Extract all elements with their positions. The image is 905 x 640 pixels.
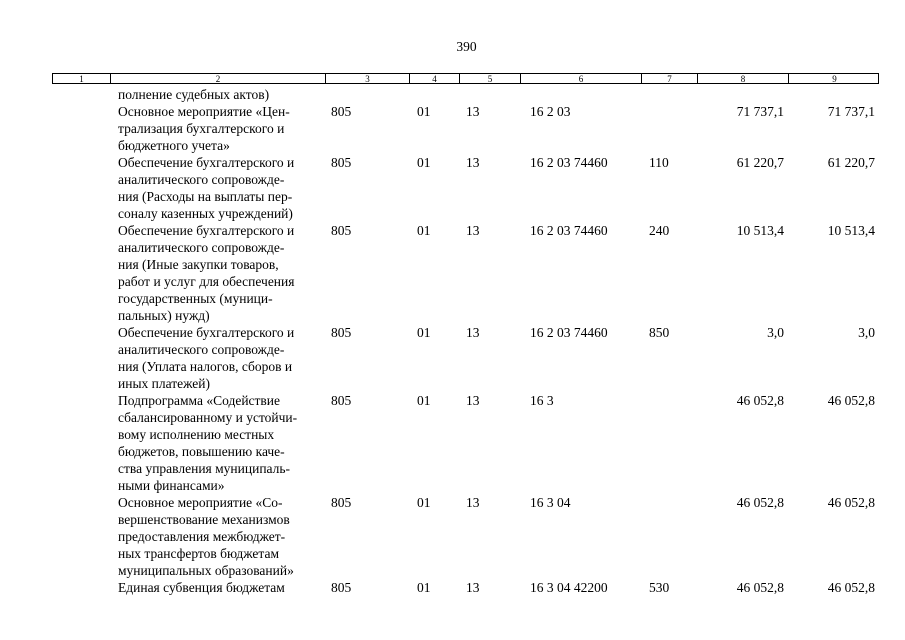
cell-grbs: 805 [331,495,352,510]
cell-pr: 13 [466,155,480,170]
row-name-line: Обеспечение бухгалтерского и [118,223,295,238]
row-name [118,86,330,103]
cell-sum2: 46 052,8 [827,495,875,510]
header-col-9: 9 [832,74,837,84]
cell-sum2: 3,0 [858,325,875,340]
table-row [0,103,905,154]
row-name-line: Обеспечение бухгалтерского и [118,325,295,340]
table-row [0,392,905,494]
cell-csr: 16 2 03 74460 [530,155,608,170]
header-col-8: 8 [698,74,789,83]
cell-sum1: 3,0 [767,325,784,340]
page-number: 390 [456,39,477,54]
row-name-line: бюджетного учета» [118,138,230,153]
cell-vr: 240 [649,223,670,238]
row-name-line: ния (Уплата налогов, сборов и [118,359,293,374]
row-name-line: ными финансами» [118,478,225,493]
row-name-line: иных платежей) [118,376,211,391]
row-name-line: аналитического сопровожде- [118,342,285,357]
header-col-5: 5 [460,74,521,83]
row-name-line: сбалансированному и устойчи- [118,410,298,425]
cell-rz: 01 [417,495,431,510]
cell-csr: 16 2 03 [530,104,571,119]
table-header [52,73,879,84]
header-col-7: 7 [642,74,698,83]
row-name-line: работ и услуг для обеспечения [118,274,295,289]
cell-sum2: 61 220,7 [827,155,875,170]
cell-csr: 16 3 04 42200 [530,580,608,595]
header-col-1: 1 [53,74,111,83]
row-name-line: аналитического сопровожде- [118,172,285,187]
cell-rz: 01 [417,104,431,119]
cell-pr: 13 [466,104,480,119]
cell-grbs: 805 [331,325,352,340]
row-name-line: Основное мероприятие «Цен- [118,104,290,119]
row-name-line: ния (Иные закупки товаров, [118,257,279,272]
cell-sum1: 46 052,8 [736,495,784,510]
cell-sum1: 46 052,8 [736,580,784,595]
row-name [118,222,330,324]
cell-csr: 16 2 03 74460 [530,325,608,340]
row-name-line: вершенствование механизмов [118,512,290,527]
cell-sum1: 71 737,1 [736,104,784,119]
cell-vr: 530 [649,580,670,595]
cell-sum1: 10 513,4 [736,223,784,238]
row-name-line: государственных (муници- [118,291,273,306]
row-name-line: предоставления межбюджет- [118,529,286,544]
cell-csr: 16 3 [530,393,554,408]
row-name-line: бюджетов, повышению каче- [118,444,285,459]
cell-rz: 01 [417,325,431,340]
header-col-6: 6 [521,74,642,83]
budget-table-body [0,86,905,596]
row-name-line: трализация бухгалтерского и [118,121,285,136]
row-name [118,154,330,222]
cell-vr: 850 [649,325,670,340]
row-name-line: ных трансфертов бюджетам [118,546,280,561]
cell-pr: 13 [466,325,480,340]
row-name [118,103,330,154]
cell-pr: 13 [466,393,480,408]
cell-pr: 13 [466,223,480,238]
row-name-line: пальных) нужд) [118,308,210,323]
table-row [0,154,905,222]
cell-sum2: 10 513,4 [827,223,875,238]
cell-grbs: 805 [331,155,352,170]
cell-sum2: 46 052,8 [827,393,875,408]
row-name-line: муниципальных образований» [118,563,294,578]
row-name-line: Обеспечение бухгалтерского и [118,155,295,170]
cell-sum2: 71 737,1 [827,104,875,119]
cell-rz: 01 [417,580,431,595]
row-name-line: Единая субвенция бюджетам [118,580,285,595]
header-col-3: 3 [326,74,410,83]
row-name-line: ства управления муниципаль- [118,461,291,476]
cell-rz: 01 [417,155,431,170]
cell-rz: 01 [417,393,431,408]
table-row [0,222,905,324]
cell-grbs: 805 [331,580,352,595]
cell-sum1: 61 220,7 [736,155,784,170]
cell-grbs: 805 [331,393,352,408]
table-row [0,494,905,579]
row-name-line: аналитического сопровожде- [118,240,285,255]
cell-sum2: 46 052,8 [827,580,875,595]
header-col-2: 2 [111,74,326,83]
cell-vr: 110 [649,155,669,170]
table-row [0,324,905,392]
table-row [0,579,905,596]
row-name [118,494,330,579]
cell-rz: 01 [417,223,431,238]
row-name-line: вому исполнению местных [118,427,275,442]
cell-sum1: 46 052,8 [736,393,784,408]
row-name [118,392,330,494]
row-name-line: Основное мероприятие «Со- [118,495,283,510]
cell-pr: 13 [466,495,480,510]
row-name-line: соналу казенных учреждений) [118,206,293,221]
row-name-line: Подпрограмма «Содействие [118,393,281,408]
cell-grbs: 805 [331,104,352,119]
cell-pr: 13 [466,580,480,595]
row-name [118,579,330,596]
row-name-line: ния (Расходы на выплаты пер- [118,189,293,204]
cell-csr: 16 3 04 [530,495,571,510]
cell-csr: 16 2 03 74460 [530,223,608,238]
row-name-line: полнение судебных актов) [118,87,270,102]
header-col-4: 4 [410,74,460,83]
row-name [118,324,330,392]
table-row [0,86,905,103]
cell-grbs: 805 [331,223,352,238]
